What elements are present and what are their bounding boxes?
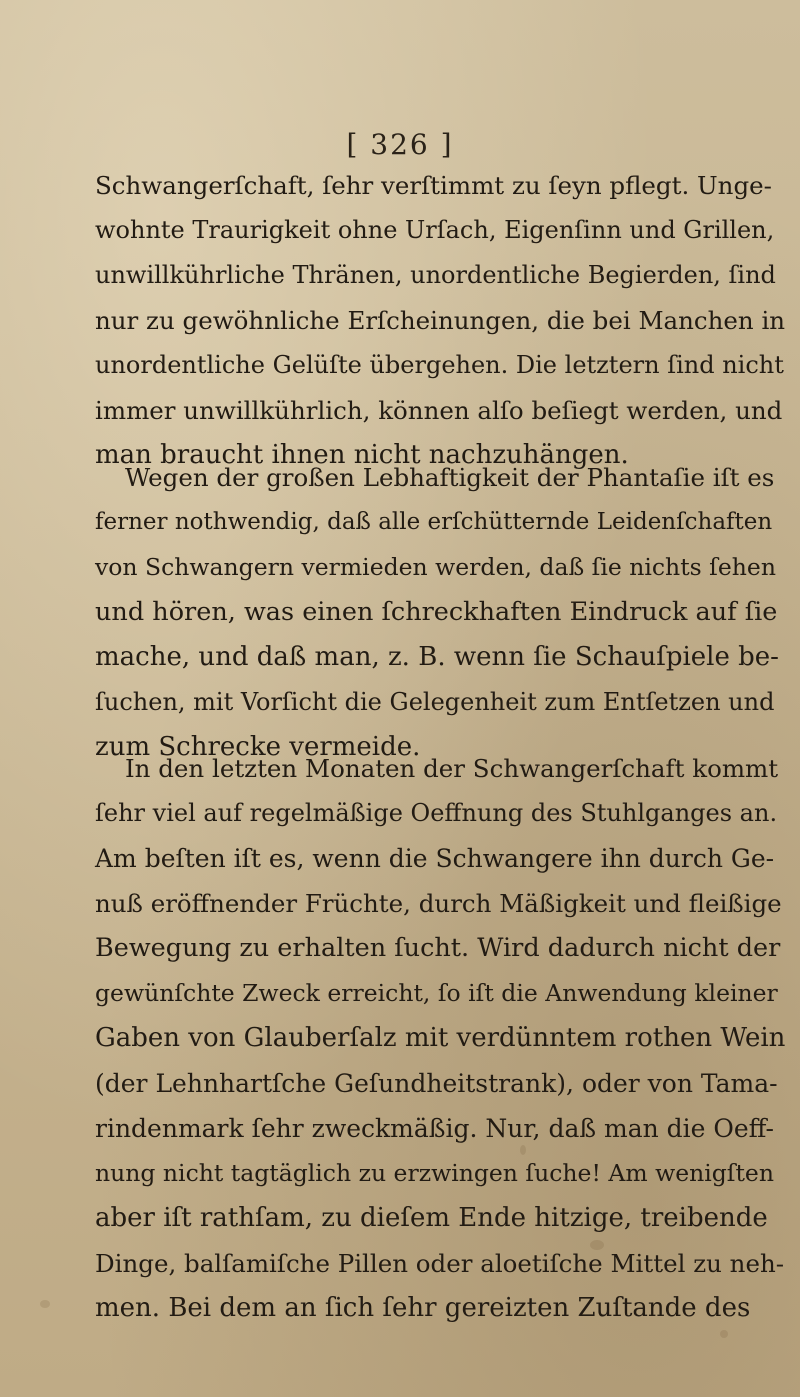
text-line: von Schwangern vermieden werden, daß ſie nichts ſehen (95, 553, 776, 581)
text-line: Am beſten iſt es, wenn die Schwangere ihn durch Ge- (95, 844, 775, 873)
text-line: Schwangerſchaft, ſehr verſtimmt zu ſeyn pflegt. Unge- (95, 171, 772, 200)
text-line: Bewegung zu erhalten ſucht. Wird dadurch nicht der (95, 933, 781, 963)
text-line: mache, und daß man, z. B. wenn ſie Schauſpiele be- (95, 642, 779, 672)
text-line: ſuchen, mit Vorſicht die Gelegenheit zum Entſetzen und (95, 688, 775, 716)
text-line: unwillkührliche Thränen, unordentliche Begierden, ſind (95, 261, 776, 289)
paragraph-1 (95, 163, 785, 478)
text-line: (der Lehnhartſche Geſundheitstrank), oder von Tama- (95, 1069, 778, 1098)
text-line: unordentliche Gelüſte übergehen. Die letztern ſind nicht (95, 351, 784, 379)
text-line: ferner nothwendig, daß alle erſchütternde Leidenſchaften (95, 509, 773, 535)
paper-stain (720, 1330, 728, 1338)
text-line: zum Schrecke vermeide. (95, 732, 421, 762)
text-line: rindenmark ſehr zweckmäßig. Nur, daß man die Oeff- (95, 1114, 775, 1143)
text-line: immer unwillkührlich, können alſo beſiegt werden, und (95, 396, 783, 425)
text-line: aber iſt rathſam, zu dieſem Ende hitzige, treibende (95, 1203, 768, 1233)
text-line: gewünſchte Zweck erreicht, ſo iſt die Anwendung kleiner (95, 979, 778, 1007)
text-line: man braucht ihnen nicht nachzuhängen. (95, 440, 629, 470)
paragraph-3 (95, 746, 785, 1331)
paper-stain (40, 1300, 50, 1308)
text-line: In den letzten Monaten der Schwangerſchaft kommt (125, 754, 779, 783)
text-line: men. Bei dem an ſich ſehr gereizten Zuſtande des (95, 1293, 751, 1323)
text-line: und hören, was einen ſchreckhaften Eindruck auf ſie (95, 597, 778, 627)
paragraph-2 (95, 455, 785, 770)
text-line: Gaben von Glauberſalz mit verdünntem rothen Wein (95, 1023, 786, 1053)
text-line: nur zu gewöhnliche Erſcheinungen, die bei Manchen in (95, 306, 786, 335)
page-number: [ 326 ] (346, 128, 454, 161)
text-line: nung nicht tagtäglich zu erzwingen ſuche! Am wenigſten (95, 1159, 774, 1187)
text-line: Wegen der großen Lebhaftigkeit der Phantaſie iſt es (125, 463, 775, 492)
text-line: Dinge, balſamiſche Pillen oder aloetiſche Mittel zu neh- (95, 1249, 785, 1278)
text-line: ſehr viel auf regelmäßige Oeffnung des Stuhlganges an. (95, 799, 778, 827)
text-line: wohnte Traurigkeit ohne Urſach, Eigenſinn und Grillen, (95, 216, 775, 244)
text-line: nuß eröffnender Früchte, durch Mäßigkeit und fleißige (95, 889, 782, 918)
